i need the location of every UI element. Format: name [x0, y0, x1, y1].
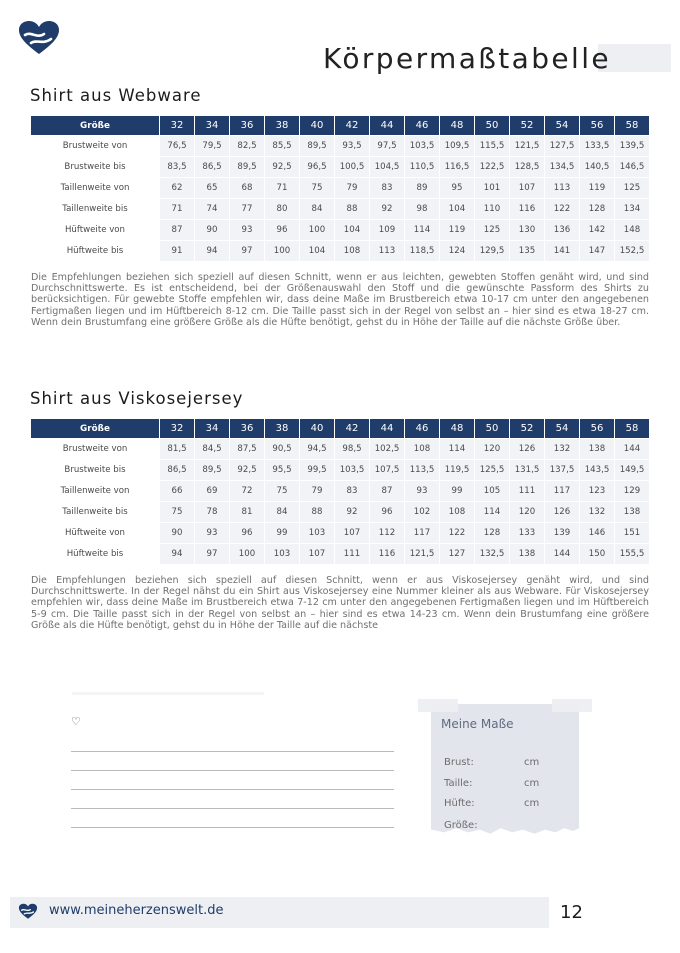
table-cell: 96 — [370, 502, 404, 522]
table-cell: 75 — [300, 178, 334, 198]
table-cell: 142 — [580, 220, 614, 240]
table-cell: 143,5 — [580, 460, 614, 480]
table-cell: 129 — [615, 481, 649, 501]
table-cell: 103,5 — [335, 460, 369, 480]
table-row — [31, 241, 649, 261]
table-cell: 84 — [300, 199, 334, 219]
table-header-size: 56 — [580, 419, 614, 438]
table-cell: 99,5 — [300, 460, 334, 480]
table-cell: 97 — [195, 544, 229, 564]
table-cell: 62 — [160, 178, 194, 198]
table-cell: 79,5 — [195, 136, 229, 156]
table-cell: 116 — [370, 544, 404, 564]
table-cell: 99 — [265, 523, 299, 543]
table-cell: 90 — [195, 220, 229, 240]
table-cell: 92 — [370, 199, 404, 219]
table-cell: 128,5 — [510, 157, 544, 177]
website-link[interactable]: www.meineherzenswelt.de — [49, 903, 224, 918]
table-cell: 96 — [230, 523, 264, 543]
note-line[interactable] — [71, 827, 394, 828]
table-cell: 125,5 — [475, 460, 509, 480]
table-row — [31, 220, 649, 240]
table-cell: 111 — [510, 481, 544, 501]
row-label: Hüftweite von — [64, 225, 126, 235]
table-cell: 135 — [510, 241, 544, 261]
table-cell: 75 — [160, 502, 194, 522]
table-cell: 100,5 — [335, 157, 369, 177]
table-cell: 149,5 — [615, 460, 649, 480]
table-cell: 104,5 — [370, 157, 404, 177]
table-cell: 92 — [335, 502, 369, 522]
table-cell: 84 — [265, 502, 299, 522]
table-cell: 127 — [440, 544, 474, 564]
heart-logo-icon — [18, 903, 38, 920]
measure-label-hip: Hüfte: — [444, 798, 475, 809]
table-cell: 113 — [370, 241, 404, 261]
size-table-viskose — [30, 418, 650, 565]
table-cell: 104 — [300, 241, 334, 261]
row-label: Taillenweite bis — [62, 507, 128, 517]
table-cell: 88 — [335, 199, 369, 219]
row-label: Brustweite von — [62, 444, 128, 454]
table-cell: 117 — [545, 481, 579, 501]
table-header-size: 46 — [405, 419, 439, 438]
table-cell: 130 — [510, 220, 544, 240]
table-cell: 146 — [580, 523, 614, 543]
table-cell: 92,5 — [230, 460, 264, 480]
table-header-size: 50 — [475, 419, 509, 438]
table-cell: 147 — [580, 241, 614, 261]
table-cell: 92,5 — [265, 157, 299, 177]
table-cell: 140,5 — [580, 157, 614, 177]
table-cell: 136 — [545, 220, 579, 240]
table-header-size: 32 — [160, 116, 194, 135]
table-cell: 128 — [475, 523, 509, 543]
table-cell: 155,5 — [615, 544, 649, 564]
table-cell: 110,5 — [405, 157, 439, 177]
table-header-size: 58 — [615, 116, 649, 135]
table-cell: 84,5 — [195, 439, 229, 459]
table-cell: 138 — [615, 502, 649, 522]
note-webware: Die Empfehlungen beziehen sich speziell auf diesen Schnitt, wenn er aus leichten, gewebten Stoffen genäht wird, und sind Durchschnittswerte. Es ist entscheidend, bei der Größenauswahl den Stoff und die gewünschte Passform des Shirts zu berücksichtigen. Für gewebte Stoffe empfehlen wir, dass deine Maße im Brustbereich etwa 10-17 cm unter den angegebenen Fertigmaßen liegen und im Hüftbereich 8-12 cm. Die Taille passt sich in der Regel von selbst an – hier sind es etwa 18-27 cm. Wenn dein Brustumfang eine größere Größe als die Hüfte benötigt, gehst du in Höhe der Taille auf die nächste Größe über. — [31, 272, 649, 328]
table-cell: 102,5 — [370, 439, 404, 459]
note-line[interactable] — [71, 808, 394, 809]
table-cell: 75 — [265, 481, 299, 501]
table-cell: 141 — [545, 241, 579, 261]
table-cell: 105 — [475, 481, 509, 501]
table-cell: 100 — [300, 220, 334, 240]
row-label: Taillenweite von — [60, 183, 130, 193]
table-cell: 115,5 — [475, 136, 509, 156]
table-cell: 83,5 — [160, 157, 194, 177]
table-cell: 121,5 — [510, 136, 544, 156]
table-cell: 86,5 — [195, 157, 229, 177]
table-cell: 71 — [160, 199, 194, 219]
table-header-size: 34 — [195, 116, 229, 135]
table-cell: 122 — [440, 523, 474, 543]
table-cell: 101 — [475, 178, 509, 198]
table-row — [31, 136, 649, 156]
table-cell: 116 — [510, 199, 544, 219]
table-cell: 108 — [440, 502, 474, 522]
table-cell: 96 — [265, 220, 299, 240]
table-header-size: 58 — [615, 419, 649, 438]
table-cell: 68 — [230, 178, 264, 198]
table-cell: 93 — [405, 481, 439, 501]
table-cell: 93,5 — [335, 136, 369, 156]
table-row — [31, 502, 649, 522]
notes-tab-decor — [72, 692, 264, 695]
table-cell: 107 — [335, 523, 369, 543]
table-header-size: 32 — [160, 419, 194, 438]
table-cell: 137,5 — [545, 460, 579, 480]
table-row — [31, 199, 649, 219]
table-cell: 87,5 — [230, 439, 264, 459]
row-label: Taillenweite von — [60, 486, 130, 496]
table-header-size: 54 — [545, 116, 579, 135]
table-cell: 100 — [265, 241, 299, 261]
table-cell: 97,5 — [370, 136, 404, 156]
measure-unit-hip[interactable]: cm — [524, 798, 540, 809]
table-cell: 134 — [615, 199, 649, 219]
table-row — [31, 439, 649, 459]
table-cell: 119,5 — [440, 460, 474, 480]
table-cell: 107 — [510, 178, 544, 198]
table-cell: 74 — [195, 199, 229, 219]
table-cell: 103 — [265, 544, 299, 564]
table-header-size: 44 — [370, 419, 404, 438]
table-cell: 132 — [545, 439, 579, 459]
table-cell: 76,5 — [160, 136, 194, 156]
table-cell: 89,5 — [195, 460, 229, 480]
table-cell: 146,5 — [615, 157, 649, 177]
table-header-size: 48 — [440, 116, 474, 135]
table-row — [31, 178, 649, 198]
table-cell: 114 — [475, 502, 509, 522]
table-cell: 123 — [580, 481, 614, 501]
table-cell: 139,5 — [615, 136, 649, 156]
table-cell: 102 — [405, 502, 439, 522]
table-cell: 113 — [545, 178, 579, 198]
table-cell: 82,5 — [230, 136, 264, 156]
row-label: Hüftweite bis — [66, 246, 124, 256]
table-cell: 77 — [230, 199, 264, 219]
table-cell: 91 — [160, 241, 194, 261]
table-cell: 93 — [195, 523, 229, 543]
table-cell: 79 — [300, 481, 334, 501]
table-cell: 132,5 — [475, 544, 509, 564]
table-cell: 122,5 — [475, 157, 509, 177]
table-cell: 114 — [405, 220, 439, 240]
table-cell: 104 — [335, 220, 369, 240]
table-cell: 131,5 — [510, 460, 544, 480]
table-cell: 126 — [510, 439, 544, 459]
table-cell: 150 — [580, 544, 614, 564]
table-cell: 65 — [195, 178, 229, 198]
table-header-size: 50 — [475, 116, 509, 135]
table-header-size: 48 — [440, 419, 474, 438]
table-cell: 86,5 — [160, 460, 194, 480]
table-cell: 94,5 — [300, 439, 334, 459]
measure-label-size: Größe: — [444, 820, 478, 831]
row-label: Brustweite von — [62, 141, 128, 151]
table-cell: 152,5 — [615, 241, 649, 261]
table-cell: 98,5 — [335, 439, 369, 459]
table-row — [31, 157, 649, 177]
heart-logo-icon — [17, 20, 61, 56]
table-cell: 122 — [545, 199, 579, 219]
note-line[interactable] — [71, 789, 394, 790]
table-row — [31, 481, 649, 501]
table-cell: 116,5 — [440, 157, 474, 177]
table-header-size: 34 — [195, 419, 229, 438]
table-cell: 126 — [545, 502, 579, 522]
table-cell: 148 — [615, 220, 649, 240]
table-cell: 100 — [230, 544, 264, 564]
table-cell: 107,5 — [370, 460, 404, 480]
page-number: 12 — [560, 902, 583, 923]
table-cell: 119 — [440, 220, 474, 240]
table-cell: 103 — [300, 523, 334, 543]
table-cell: 97 — [230, 241, 264, 261]
size-table-webware — [30, 115, 650, 262]
table-cell: 104 — [440, 199, 474, 219]
table-cell: 133 — [510, 523, 544, 543]
table-cell: 107 — [300, 544, 334, 564]
note-viskose: Die Empfehlungen beziehen sich speziell auf diesen Schnitt, wenn er aus Viskosejersey genäht wird, und sind Durchschnittswerte. In der Regel nähst du ein Shirt aus Viskosejersey eine Nummer kleiner als aus Webware. Für Viskosejersey empfehlen wir, dass deine Maße im Brustbereich etwa 7-12 cm unter den angegebenen Fertigmaßen liegen und im Hüftbereich 5-9 cm. Die Taille passt sich in der Regel von selbst an – hier sind es etwa 14-23 cm. Wenn dein Brustumfang eine größere Größe als die Hüfte benötigt, gehst du in Höhe der Taille auf die nächste — [31, 575, 649, 631]
table-cell: 109,5 — [440, 136, 474, 156]
table-cell: 85,5 — [265, 136, 299, 156]
table-cell: 83 — [370, 178, 404, 198]
table-header-size: 36 — [230, 116, 264, 135]
table-cell: 93 — [230, 220, 264, 240]
row-label: Brustweite bis — [64, 465, 126, 475]
tape-left-decor — [418, 699, 458, 712]
section-title-webware: Shirt aus Webware — [30, 86, 202, 105]
table-cell: 99 — [440, 481, 474, 501]
table-header-size: 38 — [265, 419, 299, 438]
measure-label-bust: Brust: — [444, 757, 474, 768]
table-cell: 110 — [475, 199, 509, 219]
table-cell: 118,5 — [405, 241, 439, 261]
table-cell: 72 — [230, 481, 264, 501]
table-header-size: 42 — [335, 116, 369, 135]
table-cell: 125 — [615, 178, 649, 198]
table-header-size: 46 — [405, 116, 439, 135]
table-cell: 120 — [475, 439, 509, 459]
table-header-size: 52 — [510, 116, 544, 135]
row-label: Hüftweite bis — [66, 549, 124, 559]
row-label: Hüftweite von — [64, 528, 126, 538]
table-cell: 128 — [580, 199, 614, 219]
section-title-viskose: Shirt aus Viskosejersey — [30, 389, 244, 408]
table-header-size: 36 — [230, 419, 264, 438]
table-cell: 129,5 — [475, 241, 509, 261]
table-cell: 78 — [195, 502, 229, 522]
page-title: Körpermaßtabelle — [323, 42, 612, 75]
table-cell: 69 — [195, 481, 229, 501]
table-cell: 98 — [405, 199, 439, 219]
table-cell: 138 — [510, 544, 544, 564]
table-cell: 114 — [440, 439, 474, 459]
table-cell: 144 — [615, 439, 649, 459]
table-header-size: 38 — [265, 116, 299, 135]
table-cell: 90 — [160, 523, 194, 543]
table-cell: 111 — [335, 544, 369, 564]
row-label: Brustweite bis — [64, 162, 126, 172]
table-cell: 87 — [370, 481, 404, 501]
table-cell: 71 — [265, 178, 299, 198]
table-cell: 127,5 — [545, 136, 579, 156]
note-line[interactable] — [71, 770, 394, 771]
table-cell: 88 — [300, 502, 334, 522]
table-header-size: 40 — [300, 116, 334, 135]
measure-unit-bust[interactable]: cm — [524, 757, 540, 768]
table-cell: 144 — [545, 544, 579, 564]
table-header-size-label: Größe — [31, 419, 159, 438]
table-header-size: 42 — [335, 419, 369, 438]
table-cell: 94 — [195, 241, 229, 261]
table-cell: 133,5 — [580, 136, 614, 156]
heart-outline-icon: ♡ — [71, 715, 81, 728]
table-cell: 125 — [475, 220, 509, 240]
table-cell: 120 — [510, 502, 544, 522]
table-cell: 151 — [615, 523, 649, 543]
table-cell: 103,5 — [405, 136, 439, 156]
table-cell: 95 — [440, 178, 474, 198]
measure-unit-waist[interactable]: cm — [524, 778, 540, 789]
card-title: Meine Maße — [441, 717, 514, 731]
note-line[interactable] — [71, 751, 394, 752]
table-cell: 119 — [580, 178, 614, 198]
tape-right-decor — [552, 699, 592, 712]
table-cell: 117 — [405, 523, 439, 543]
table-cell: 87 — [160, 220, 194, 240]
table-cell: 96,5 — [300, 157, 334, 177]
table-header-size: 54 — [545, 419, 579, 438]
table-header-size: 40 — [300, 419, 334, 438]
table-cell: 124 — [440, 241, 474, 261]
table-cell: 90,5 — [265, 439, 299, 459]
table-cell: 83 — [335, 481, 369, 501]
table-cell: 132 — [580, 502, 614, 522]
table-cell: 89,5 — [300, 136, 334, 156]
table-cell: 79 — [335, 178, 369, 198]
table-cell: 94 — [160, 544, 194, 564]
table-header-size-label: Größe — [31, 116, 159, 135]
table-cell: 112 — [370, 523, 404, 543]
table-row — [31, 523, 649, 543]
table-cell: 81,5 — [160, 439, 194, 459]
table-cell: 138 — [580, 439, 614, 459]
table-cell: 66 — [160, 481, 194, 501]
table-cell: 81 — [230, 502, 264, 522]
table-header-size: 44 — [370, 116, 404, 135]
table-cell: 95,5 — [265, 460, 299, 480]
table-cell: 121,5 — [405, 544, 439, 564]
table-cell: 89,5 — [230, 157, 264, 177]
table-cell: 108 — [335, 241, 369, 261]
table-header-size: 52 — [510, 419, 544, 438]
measure-label-waist: Taille: — [444, 778, 473, 789]
table-cell: 139 — [545, 523, 579, 543]
table-cell: 108 — [405, 439, 439, 459]
table-cell: 134,5 — [545, 157, 579, 177]
table-row — [31, 460, 649, 480]
table-cell: 109 — [370, 220, 404, 240]
table-cell: 80 — [265, 199, 299, 219]
table-header-size: 56 — [580, 116, 614, 135]
table-row — [31, 544, 649, 564]
table-cell: 89 — [405, 178, 439, 198]
row-label: Taillenweite bis — [62, 204, 128, 214]
table-cell: 113,5 — [405, 460, 439, 480]
